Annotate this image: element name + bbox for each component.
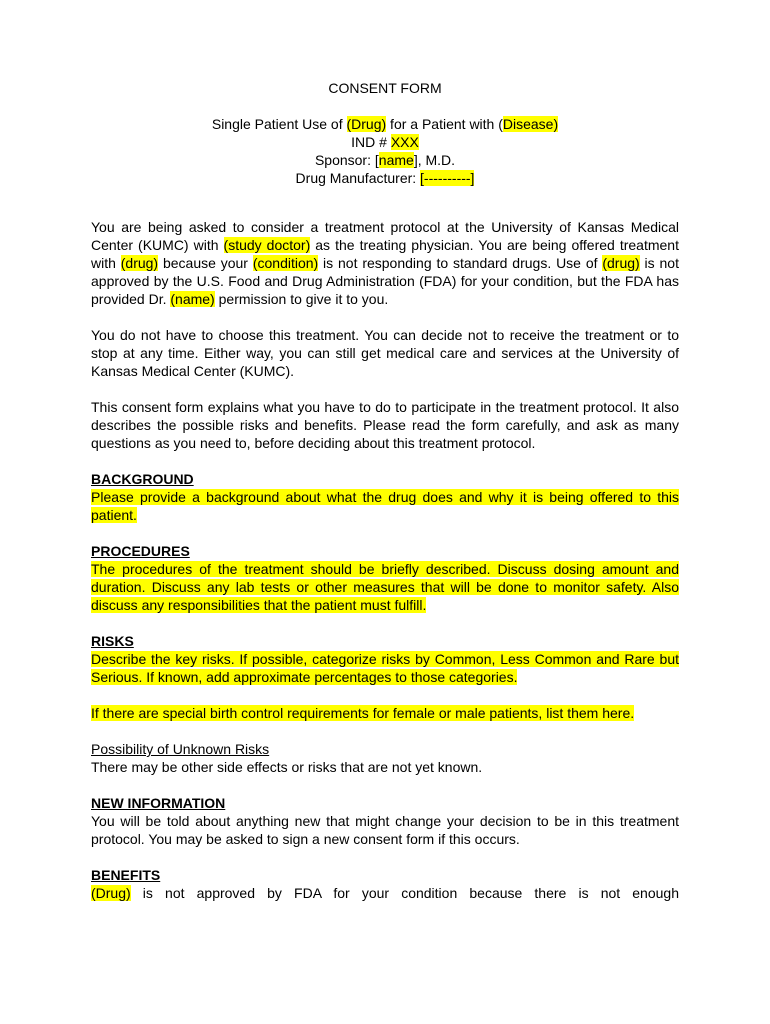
name-placeholder: (name) (170, 291, 215, 307)
section-procedures (91, 542, 679, 614)
text: Sponsor: [ (314, 152, 379, 168)
drug-placeholder: (drug) (120, 255, 159, 271)
text: is not responding to standard drugs. Use of (318, 255, 603, 271)
study-doctor-placeholder: (study doctor) (223, 237, 311, 253)
intro-paragraph-2: You do not have to choose this treatment. You can decide not to receive the treatment or to stop at any time. Either way, you can still get medical care and services at the University of Kansas Medical Center (KUMC). (91, 327, 679, 379)
text: Drug Manufacturer: (295, 170, 421, 186)
drug-placeholder: (Drug) (91, 885, 131, 901)
text: permission to give it to you. (214, 291, 389, 307)
intro-paragraph-1 (91, 218, 679, 308)
ind-placeholder: XXX (390, 134, 419, 150)
background-text: Please provide a background about what the drug does and why it is being offered to this patient. (91, 489, 679, 523)
procedures-text: The procedures of the treatment should be briefly described. Discuss dosing amount and duration. Discuss any lab tests or other measures that will be done to monitor safety. Also discuss any responsibilities that the patient must fulfill. (91, 561, 679, 613)
section-heading: BACKGROUND (91, 471, 194, 487)
drug-placeholder: (drug) (602, 255, 640, 271)
section-new-information (91, 794, 679, 848)
text: because your (158, 255, 253, 271)
benefits-text (91, 884, 679, 902)
risks-text: Describe the key risks. If possible, categorize risks by Common, Less Common and Rare but Serious. If known, add approximate percentages to those categories. (91, 651, 679, 685)
header-line-ind (0, 133, 770, 151)
intro-paragraph-3: This consent form explains what you have to do to participate in the treatment protocol. It also describes the possible risks and benefits. Please read the form carefully, and ask as many questions as you need to, before deciding about this treatment protocol. (91, 399, 679, 451)
text: IND # (351, 134, 391, 150)
section-heading: BENEFITS (91, 867, 161, 883)
unknown-risks-text: There may be other side effects or risks that are not yet known. (91, 759, 483, 775)
section-background (91, 470, 679, 524)
subsection-heading: Possibility of Unknown Risks (91, 741, 270, 757)
section-benefits (91, 866, 679, 902)
manufacturer-placeholder: [----------] (420, 170, 475, 186)
section-heading: PROCEDURES (91, 543, 190, 559)
condition-placeholder: (condition) (252, 255, 319, 271)
header (0, 79, 770, 187)
header-line-sponsor (0, 151, 770, 169)
text: You are being asked to consider a treatment protocol at the University of Kansas Medical Center (KUMC) with (91, 219, 679, 253)
page-title: CONSENT FORM (328, 80, 442, 96)
sponsor-placeholder: name (378, 152, 414, 168)
text: as the treating physician. You are being offered treatment with (91, 237, 679, 271)
text: is not approved by FDA for your condition because there is not enough (130, 885, 679, 901)
text: is not approved by the U.S. Food and Drug Administration (FDA) for your condition, but the FDA has provided Dr. (91, 255, 679, 307)
text: for a Patient with ( (386, 116, 503, 132)
birth-control-text: If there are special birth control requirements for female or male patients, list them here. (91, 705, 635, 721)
section-heading: RISKS (91, 633, 134, 649)
drug-placeholder: (Drug) (346, 116, 387, 132)
header-line-drug (0, 115, 770, 133)
section-risks (91, 632, 679, 686)
new-information-text: You will be told about anything new that might change your decision to be in this treatment protocol. You may be asked to sign a new consent form if this occurs. (91, 813, 679, 847)
header-line-manufacturer (0, 169, 770, 187)
text: Single Patient Use of (211, 116, 347, 132)
document-body (91, 218, 679, 920)
section-unknown-risks (91, 740, 679, 776)
text: ], M.D. (413, 152, 456, 168)
disease-placeholder: Disease) (502, 116, 559, 132)
section-heading: NEW INFORMATION (91, 795, 226, 811)
